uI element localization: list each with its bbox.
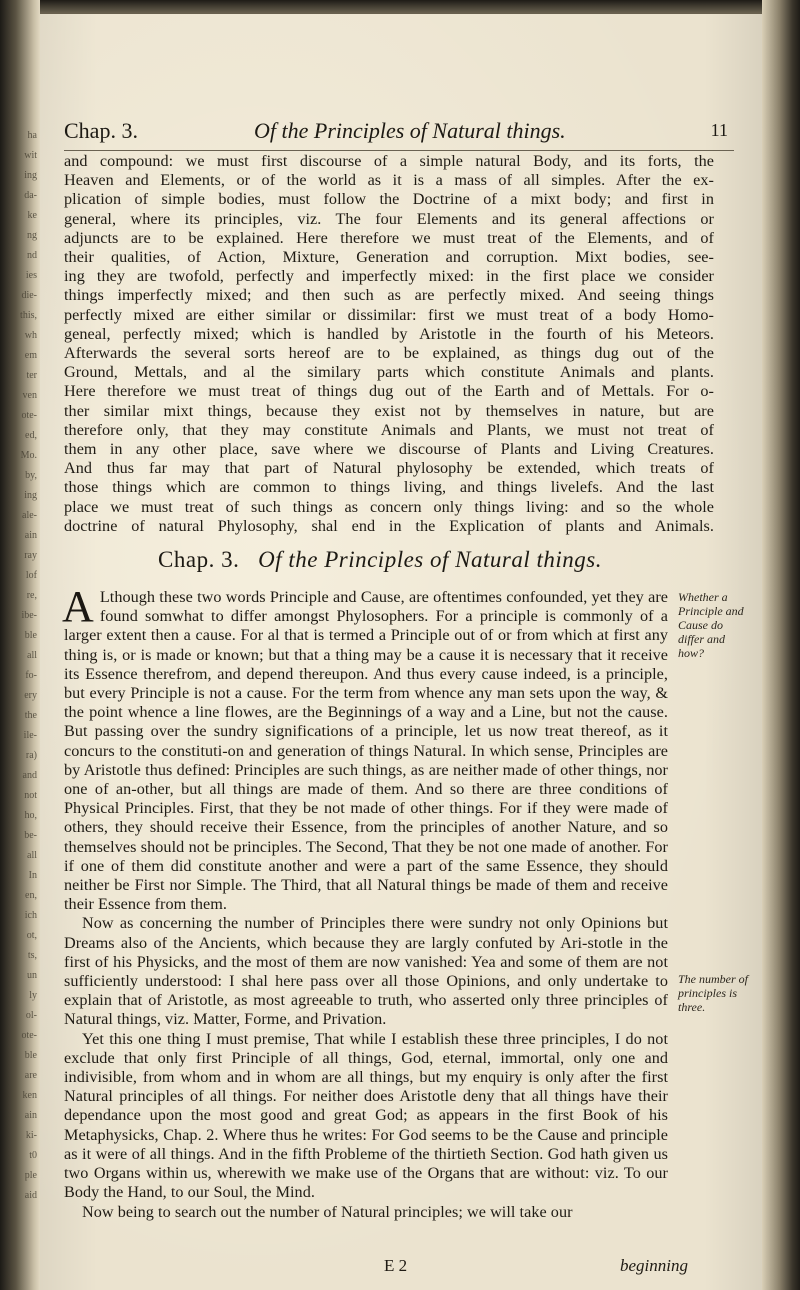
facing-page-fragment: ke xyxy=(27,210,37,221)
facing-page-fragment: ho, xyxy=(24,810,37,821)
chapter-heading-prefix: Chap. 3. xyxy=(158,547,240,572)
facing-page-fragment: ple xyxy=(24,1170,37,1181)
facing-page-fragment: ol- xyxy=(25,1010,37,1021)
text-line: ther similar mixt things, because they exist not by themselves in nature, but are xyxy=(64,401,714,420)
text-line: those things which are common to things living, and things livelefs. And the last xyxy=(64,478,714,497)
text-line: ing they are twofold, perfectly and imperfectly mixed: in the first place we consider xyxy=(64,267,714,286)
facing-page-fragment: nd xyxy=(27,250,37,261)
text-line: doctrine of natural Phylosophy, shal end in the Explication of plants and Animals. xyxy=(64,516,714,535)
margin-note-principle-cause: Whether a Principle and Cause do differ and how? xyxy=(678,590,744,660)
continued-text-block xyxy=(64,152,714,536)
text-line: Afterwards the several sorts hereof are to be explained, as things dug out of the xyxy=(64,344,714,363)
facing-page-fragment: Mo. xyxy=(20,450,37,461)
facing-page-fragment: and xyxy=(22,770,37,781)
text-line: and compound: we must first discourse of a simple natural Body, and its forts, the xyxy=(64,152,714,170)
facing-page-fragment: the xyxy=(24,710,37,721)
facing-page-fragment: re, xyxy=(26,590,37,601)
facing-page-fragment: are xyxy=(24,1070,37,1081)
text-line: perfectly mixed are either similar or dissimilar: first we must treat of a body Homo- xyxy=(64,305,714,324)
drop-cap: A xyxy=(62,582,94,631)
text-line: And thus far may that part of Natural phylosophy be extended, which treats of xyxy=(64,459,714,478)
chapter-heading xyxy=(130,547,630,573)
facing-page-fragment: ly xyxy=(29,990,37,1001)
paragraph-2-text: Now as concerning the number of Principles there were sundry not only Opinions but Dreams also of the Ancients, which because they are largly confuted by Ari-stotle in the first of his Physicks, and the most of them are now vanished: Yea and some of them are not sufficiently understood: I shal here pass over all those Opinions, and only undertake to explain that of Aristotle, as most agreeable to truth, who asserted only three principles of Natural things, viz. Matter, Forme, and Privation. xyxy=(64,914,668,1029)
facing-page-fragment: t0 xyxy=(29,1150,37,1161)
running-head-chapter: Chap. 3. xyxy=(64,118,138,143)
facing-page-fragment: un xyxy=(27,970,37,981)
margin-note-number-principles: The number of principles is three. xyxy=(678,972,748,1014)
chapter-heading-title: Of the Principles of Natural things. xyxy=(258,547,602,572)
facing-page-fragment: ery xyxy=(24,690,37,701)
paragraph-4-text: Now being to search out the number of Natural principles; we will take our xyxy=(82,1202,573,1221)
facing-page-fragment: ble xyxy=(24,630,37,641)
facing-page-fragment: ts, xyxy=(27,950,37,961)
facing-page-fragment: ing xyxy=(24,490,37,501)
running-head-title: Of the Principles of Natural things. xyxy=(254,118,566,143)
facing-page-edge xyxy=(0,0,40,1290)
paragraph-3-text: Yet this one thing I must premise, That while I establish these three principles, I do not exclude that only first Principle of all things, God, eternal, immortal, only one and indivisible, from whom and in whom are all things, but my enquiry is only after the first Natural principles of all things. For neither does Aristotle deny that all things have their dependance upon the most good and great God; as appears in the first Book of his Metaphysicks, Chap. 2. Where thus he writes: For God seems to be the Cause and principle as it were of all things. And in the fifth Probleme of the thirtieth Section. God hath given us two Organs within us, wherewith we make use of the Organs that are without: viz. To our Body the Hand, to our Soul, the Mind. xyxy=(64,1029,668,1202)
facing-page-fragment: ed, xyxy=(25,430,37,441)
text-line: them in any other place, save where we discourse of Plants and Living Creatures. xyxy=(64,440,714,459)
facing-page-fragment: ken xyxy=(22,1090,37,1101)
paragraph-1-text: Lthough these two words Principle and Cause, are oftentimes confounded, yet they are found somwhat to differ amongst Phylosophers. For a principle is commonly of a larger extent then a cause. For al that is termed a Principle out of or from which at first any thing is, or is made or known; but that a thing may be a cause it is necessary that it receive its Essence therefrom, and depend thereupon. And thus every cause indeed, is a principle, but every Principle is not a cause. For the term from whence any man sets upon the way, & the point whence a line flowes, are the Beginnings of a way and a Line, but not the cause. But passing over the sundry significations of a principle, let us now treat thereof, as it concurs to the constituti-on and generation of things Natural. In which sense, Principles are by Aristotle thus defined: Principles are such things, as are neither made of other things, nor one of an-other, but all things are made of them. And so there are three conditions of Physical Principles. First, that they be not made of other things. For if they were made of others, they should receive their Essence, from the principles of another Nature, and so themselves should not be principles. The Second, That they be not one made of another. For if one of them did constitute another and were a part of the same Essence, they should neither be First nor Simple. The Third, that all Natural things be made of them and receive their Essence from them. xyxy=(64,588,668,914)
text-line: therefore only, that they may constitute Animals and Plants, we must not treat of xyxy=(64,420,714,439)
facing-page-fragment: ing xyxy=(24,170,37,181)
facing-page-fragment: ain xyxy=(24,1110,37,1121)
facing-page-fragment: ray xyxy=(24,550,37,561)
text-line: adjuncts are to be explained. Here therefore we must treat of the Elements, and of xyxy=(64,228,714,247)
text-line: geneal, perfectly mixed; which is handled by Aristotle in the fourth of his Meteors. xyxy=(64,324,714,343)
facing-page-fragment: not xyxy=(24,790,37,801)
facing-page-fragment: da- xyxy=(24,190,37,201)
text-line: Heaven and Elements, or of the world as it is a mass of all simples. After the ex- xyxy=(64,171,714,190)
text-line: their qualities, of Action, Mixture, Generation and corruption. Mixt bodies, see- xyxy=(64,248,714,267)
facing-page-fragment: ile- xyxy=(23,730,37,741)
facing-page-fragment: fo- xyxy=(25,670,37,681)
facing-page-fragment: ale- xyxy=(22,510,37,521)
book-page xyxy=(40,14,762,1290)
facing-page-fragment: by, xyxy=(25,470,37,481)
facing-page-fragment: ote- xyxy=(21,1030,37,1041)
facing-page-fragment: em xyxy=(24,350,37,361)
facing-page-fragment: In xyxy=(28,870,37,881)
facing-page-fragment: wh xyxy=(24,330,37,341)
facing-page-fragment: wit xyxy=(24,150,37,161)
text-line: place we must treat of such things as concern only things living: and so the whole xyxy=(64,497,714,516)
text-line: general, where its principles, viz. The four Elements and its general affections or xyxy=(64,209,714,228)
facing-page-fragment: ng xyxy=(27,230,37,241)
paragraph-first-principle xyxy=(64,1030,668,1203)
facing-page-fragment: ain xyxy=(24,530,37,541)
facing-page-fragment: aid xyxy=(24,1190,37,1201)
page-number: 11 xyxy=(710,120,728,140)
facing-page-fragment: all xyxy=(27,650,37,661)
catchword: beginning xyxy=(620,1256,688,1275)
facing-page-fragment: ote- xyxy=(21,410,37,421)
facing-page-fragment: all xyxy=(27,850,37,861)
text-line: plication of simple bodies, must follow the Doctrine of a mixt body; and first in xyxy=(64,190,714,209)
facing-page-fragment: die- xyxy=(21,290,37,301)
facing-page-fragment: be- xyxy=(24,830,37,841)
facing-page-fragment: ven xyxy=(22,390,37,401)
facing-page-fragment: lof xyxy=(25,570,37,581)
text-line: Ground, Mettals, and al the similary parts which constitute Animals and plants. xyxy=(64,363,714,382)
facing-page-fragment: ki- xyxy=(25,1130,37,1141)
facing-page-fragment: ha xyxy=(27,130,37,141)
facing-page-fragment: ich xyxy=(24,910,37,921)
scan-right-edge xyxy=(762,0,800,1290)
facing-page-fragment: ra) xyxy=(25,750,37,761)
paragraph-number-of-principles xyxy=(64,914,668,1029)
signature-mark: E 2 xyxy=(384,1256,408,1275)
facing-page-fragment: en, xyxy=(25,890,37,901)
paragraph-principle-cause xyxy=(62,582,668,914)
paragraph-search xyxy=(64,1203,668,1222)
running-header xyxy=(64,118,734,151)
facing-page-fragment: this, xyxy=(20,310,37,321)
chapter-body xyxy=(62,582,668,1222)
text-line: things imperfectly mixed; and then such as are perfectly mixed. And seeing things xyxy=(64,286,714,305)
facing-page-fragment: ibe- xyxy=(21,610,37,621)
facing-page-fragment: ies xyxy=(25,270,37,281)
text-line: Here therefore we must treat of things dug out of the Earth and of Mettals. For o- xyxy=(64,382,714,401)
facing-page-fragment: ot, xyxy=(26,930,37,941)
facing-page-fragment: ter xyxy=(26,370,37,381)
facing-page-fragment: ble xyxy=(24,1050,37,1061)
